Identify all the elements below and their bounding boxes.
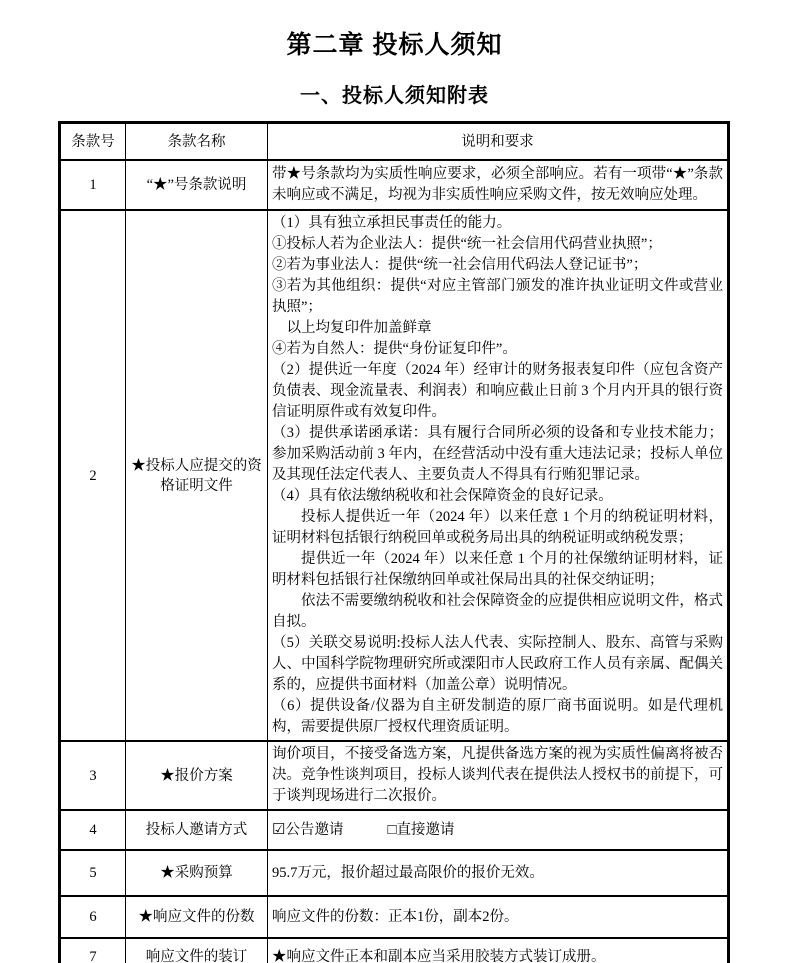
clause-name-cell: ★响应文件的份数 (126, 896, 268, 938)
chapter-title: 第二章 投标人须知 (286, 31, 503, 59)
header-clause-no: 条款号 (60, 123, 126, 161)
description-paragraph: （3）提供承诺函承诺：具有履行合同所必须的设备和专业技术能力；参加采购活动前 3 年内，在经营活动中没有重大违法记录；投标人单位及其现任法定代表人、主要负责人不得具有行贿犯罪记录。 (272, 425, 723, 483)
clause-name-cell: “★”号条款说明 (126, 160, 268, 210)
bidder-instructions-table (58, 121, 730, 963)
clause-name-cell: 响应文件的装订 (126, 938, 268, 963)
table-row (60, 160, 729, 210)
description-paragraph: （1）具有独立承担民事责任的能力。 (272, 215, 512, 231)
clause-name-cell: ★报价方案 (126, 741, 268, 810)
clause-no-cell: 4 (60, 810, 126, 850)
description-paragraph: 提供近一年（2024 年）以来任意 1 个月的社保缴纳证明材料，证明材料包括银行社保缴纳回单或社保局出具的社保交纳证明； (272, 551, 723, 588)
clause-no-cell: 2 (60, 210, 126, 741)
description-paragraph: 以上均复印件加盖鲜章 (286, 320, 432, 336)
clause-name-cell: ★投标人应提交的资格证明文件 (126, 210, 268, 741)
table-row (60, 210, 729, 741)
table-row (60, 938, 729, 963)
description-cell: ★响应文件正本和副本应当采用胶装方式装订成册。 (268, 938, 729, 963)
description-paragraph: （6）提供设备/仪器为自主研发制造的原厂商书面说明。如是代理机构，需要提供原厂授权代理资质证明。 (272, 698, 723, 735)
description-paragraph: （2）提供近一年度（2024 年）经审计的财务报表复印件（应包含资产负债表、现金流量表、利润表）和响应截止日前 3 个月内开具的银行资信证明原件或有效复印件。 (272, 362, 723, 420)
table-row (60, 896, 729, 938)
description-paragraph: 依法不需要缴纳税收和社会保障资金的应提供相应说明文件，格式自拟。 (272, 593, 723, 630)
description-paragraph: ③若为其他组织：提供“对应主管部门颁发的准许执业证明文件或营业执照”； (272, 278, 723, 315)
option-label: 直接邀请 (396, 821, 455, 838)
table-row (60, 850, 729, 896)
description-cell: 95.7万元，报价超过最高限价的报价无效。 (268, 850, 729, 896)
checked-checkbox-icon: ☑ (272, 821, 286, 838)
clause-name-cell: ★采购预算 (126, 850, 268, 896)
description-paragraph: ④若为自然人：提供“身份证复印件”。 (272, 341, 517, 357)
invitation-option (272, 822, 343, 838)
clause-no-cell: 6 (60, 896, 126, 938)
description-paragraph: （4）具有依法缴纳税收和社会保障资金的良好记录。 (272, 488, 613, 504)
section-title: 一、投标人须知附表 (300, 85, 489, 107)
description-paragraph: ②若为事业法人：提供“统一社会信用代码法人登记证书”； (272, 257, 648, 273)
description-cell (268, 210, 729, 741)
option-label: 公告邀请 (285, 821, 344, 838)
description-paragraph: 投标人提供近一年（2024 年）以来任意 1 个月的纳税证明材料，证明材料包括银行纳税回单或税务局出具的纳税证明或纳税发票； (272, 509, 723, 546)
clause-no-cell: 3 (60, 741, 126, 810)
table-row (60, 810, 729, 850)
clause-no-cell: 1 (60, 160, 126, 210)
clause-no-cell: 7 (60, 938, 126, 963)
unchecked-checkbox-icon: □ (387, 821, 397, 838)
description-cell (268, 810, 729, 850)
clause-name-cell: 投标人邀请方式 (126, 810, 268, 850)
clause-no-cell: 5 (60, 850, 126, 896)
description-cell: 询价项目，不接受备选方案，凡提供备选方案的视为实质性偏离将被否决。竞争性谈判项目，投标人谈判代表在提供法人授权书的前提下，可于谈判现场进行二次报价。 (268, 741, 729, 810)
invitation-option (387, 822, 454, 838)
table-row (60, 741, 729, 810)
description-cell: 响应文件的份数：正本1份，副本2份。 (268, 896, 729, 938)
description-cell: 带★号条款均为实质性响应要求，必须全部响应。若有一项带“★”条款未响应或不满足，均视为非实质性响应采购文件，按无效响应处理。 (268, 160, 729, 210)
table-header-row (60, 123, 729, 161)
header-description: 说明和要求 (268, 123, 729, 161)
description-paragraph: （5）关联交易说明:投标人法人代表、实际控制人、股东、高管与采购人、中国科学院物理研究所或溧阳市人民政府工作人员有亲属、配偶关系的，应提供书面材料（加盖公章）说明情况。 (272, 635, 723, 693)
header-clause-name: 条款名称 (126, 123, 268, 161)
description-paragraph: ①投标人若为企业法人：提供“统一社会信用代码营业执照”； (272, 236, 662, 252)
